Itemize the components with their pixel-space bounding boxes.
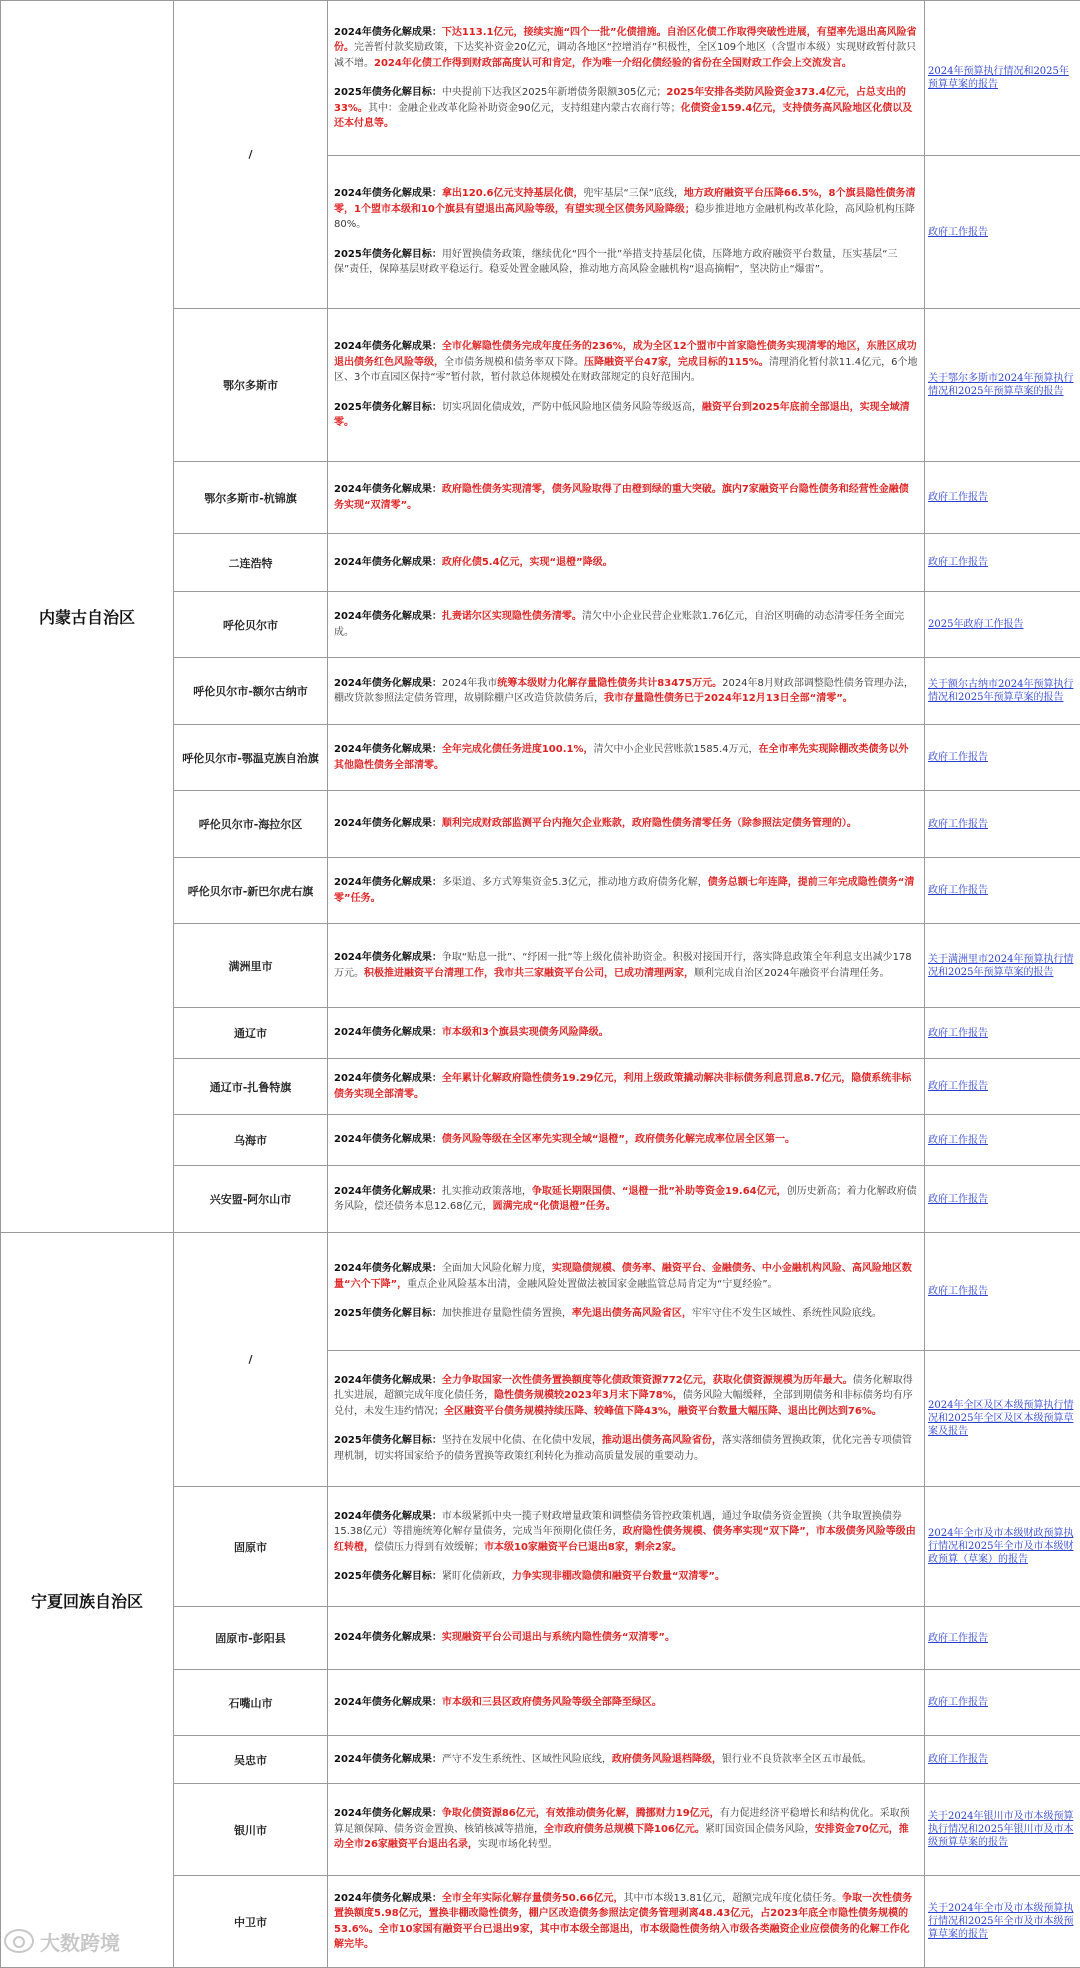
source-link[interactable]: 政府工作报告: [928, 1286, 988, 1297]
content-cell: [328, 1607, 925, 1670]
paragraph-label: 2024年债务化解成果：: [334, 557, 442, 568]
source-link[interactable]: 关于2024年全市及市本级预算执行情况和2025年全市及市本级预算草案的报告: [928, 1903, 1073, 1940]
city-cell: [174, 1876, 328, 1968]
highlight-text: 争取化债资源86亿元，有效推动债务化解，腾挪财力19亿元，: [442, 1808, 720, 1819]
content-paragraph: [334, 1752, 918, 1768]
city-cell: [174, 1487, 328, 1607]
highlight-text: 债务风险等级在全区率先实现全域“退橙”，政府债务化解完成率位居全区第一。: [442, 1134, 795, 1145]
content-paragraph: [334, 1695, 918, 1711]
highlight-text: 扎赉诺尔区实现隐性债务清零。: [442, 611, 582, 622]
body-text: 中央提前下达我区2025年新增债务限额305亿元；: [442, 87, 667, 98]
city-name: 中卫市: [234, 1916, 267, 1929]
province-name: 宁夏回族自治区: [31, 1592, 143, 1611]
content-paragraph: [334, 676, 918, 707]
highlight-text: 全年累计化解政府隐性债务19.29亿元，利用上级政策撬动解决非标债务利息罚息8.7亿元，隐债系统非标债务实现全部清零。: [334, 1073, 911, 1100]
source-link[interactable]: 政府工作报告: [928, 885, 988, 896]
city-cell: [174, 1670, 328, 1736]
paragraph-label: 2024年债务化解成果：: [334, 1893, 442, 1904]
paragraph-label: 2024年债务化解成果：: [334, 678, 442, 689]
paragraph-label: 2024年债务化解成果：: [334, 1375, 442, 1386]
city-name: /: [248, 1353, 252, 1366]
body-text: 重点企业风险基本出清，金融风险处置做法被国家金融监管总局肯定为“宁夏经验”。: [407, 1279, 777, 1290]
source-cell: [925, 1, 1080, 156]
source-link[interactable]: 政府工作报告: [928, 1754, 988, 1765]
city-name: 呼伦贝尔市-额尔古纳市: [193, 685, 308, 698]
body-text: 扎实推动政策落地，: [442, 1186, 532, 1197]
highlight-text: 地方政府融资平台压降66.5%，8个旗县隐性债务清零，1个盟市本级和10个旗县有望退出高风险等级，有望实现全区债务风险降级；: [334, 188, 916, 215]
content-paragraph: [334, 1569, 918, 1585]
source-link[interactable]: 政府工作报告: [928, 492, 988, 503]
highlight-text: 实现融资平台公司退出与系统内隐性债务“双清零”。: [442, 1632, 675, 1643]
city-name: 通辽市: [234, 1027, 267, 1040]
body-text: 清欠中小企业民营账款1585.4万元，: [594, 744, 759, 755]
city-name: 满洲里市: [229, 960, 273, 973]
content-cell: [328, 1, 925, 156]
content-paragraph: [334, 1891, 918, 1953]
highlight-text: 全区融资平台债务规模持续压降、较峰值下降43%，融资平台数量大幅压降、退出比例达到76%。: [444, 1406, 882, 1417]
highlight-text: 全市全年实际化解存量债务50.66亿元，: [442, 1893, 624, 1904]
body-text: 清欠中小企业民营企业账款1.76亿元，自治区明确的动态清零任务全面完成。: [334, 611, 904, 638]
content-paragraph: [334, 247, 918, 278]
city-name: 石嘴山市: [229, 1697, 273, 1710]
city-cell: [174, 1059, 328, 1115]
content-paragraph: [334, 186, 918, 233]
source-link[interactable]: 政府工作报告: [928, 1633, 988, 1644]
body-text: 紧盯化债新政，: [442, 1571, 512, 1582]
highlight-text: 化债资金159.4亿元，支持债务高风险地区化债以及还本付息等。: [334, 103, 912, 130]
source-link[interactable]: 政府工作报告: [928, 227, 988, 238]
brand-watermark: [0, 1918, 120, 1964]
highlight-text: 圆满完成“化债退橙”任务。: [493, 1201, 616, 1212]
content-cell: [328, 1008, 925, 1059]
source-link[interactable]: 政府工作报告: [928, 557, 988, 568]
province-cell: [1, 1, 174, 1233]
content-paragraph: [334, 482, 918, 513]
city-name: 鄂尔多斯市: [223, 379, 278, 392]
source-cell: [925, 462, 1080, 534]
source-cell: [925, 1166, 1080, 1233]
paragraph-label: 2024年债务化解成果：: [334, 484, 442, 495]
highlight-text: 压降融资平台47家，完成目标的115%。: [584, 357, 769, 368]
content-cell: [328, 1115, 925, 1166]
source-link[interactable]: 关于满洲里市2024年预算执行情况和2025年预算草案的报告: [928, 954, 1073, 978]
city-name: 鄂尔多斯市-杭锦旗: [204, 492, 297, 505]
city-cell: [174, 1784, 328, 1876]
source-link[interactable]: 2025年政府工作报告: [928, 619, 1023, 630]
content-paragraph: [334, 1025, 918, 1041]
highlight-text: 政府隐性债务实现清零，债务风险取得了由橙到绿的重大突破。旗内7家融资平台隐性债务和经营性金融债务实现“双清零”。: [334, 484, 909, 511]
source-cell: [925, 156, 1080, 309]
paragraph-label: 2024年债务化解成果：: [334, 1697, 442, 1708]
city-name: 呼伦贝尔市: [223, 619, 278, 632]
source-link[interactable]: 政府工作报告: [928, 752, 988, 763]
source-link[interactable]: 2024年全区及区本级预算执行情况和2025年全区及区本级预算草案及报告: [928, 1400, 1073, 1437]
paragraph-label: 2024年债务化解成果：: [334, 341, 442, 352]
highlight-text: 融资平台到2025年底前全部退出，实现全域清零。: [334, 402, 910, 429]
city-cell: [174, 791, 328, 858]
city-name: 吴忠市: [234, 1754, 267, 1767]
content-cell: [328, 156, 925, 309]
paragraph-label: 2024年债务化解成果：: [334, 1808, 442, 1819]
content-cell: [328, 1487, 925, 1607]
content-paragraph: [334, 1261, 918, 1292]
city-cell: [174, 1736, 328, 1784]
city-cell: [174, 1166, 328, 1233]
body-text: 市本级紧抓中央一揽子财政增量政策和调整债务管控政策机遇，通过争取债务资金置换（共争取置换债券15.38亿元）等措施统筹化解存量债务，完成当年预期化债任务，: [334, 1511, 902, 1538]
paragraph-label: 2024年债务化解成果：: [334, 1511, 442, 1522]
city-cell: [174, 592, 328, 658]
city-cell: [174, 858, 328, 924]
content-paragraph: [334, 1373, 918, 1420]
content-cell: [328, 858, 925, 924]
paragraph-label: 2024年债务化解成果：: [334, 1754, 442, 1765]
content-paragraph: [334, 609, 918, 640]
source-cell: [925, 725, 1080, 791]
paragraph-label: 2024年债务化解成果：: [334, 188, 442, 199]
highlight-text: 市本级和3个旗县实现债务风险降级。: [442, 1027, 609, 1038]
city-name: /: [248, 148, 252, 161]
paragraph-label: 2024年债务化解成果：: [334, 818, 442, 829]
body-text: 其中市本级13.81亿元，超额完成年度化债任务。: [623, 1893, 842, 1904]
content-paragraph: [334, 950, 918, 981]
content-cell: [328, 924, 925, 1008]
body-text: 紧盯国资国企债务风险，: [705, 1824, 815, 1835]
content-paragraph: [334, 1433, 918, 1464]
content-cell: [328, 1233, 925, 1351]
highlight-text: 在全市率先实现除棚改类债务以外其他隐性债务全部清零。: [334, 744, 909, 771]
source-link[interactable]: 关于2024年银川市及市本级预算执行情况和2025年银川市及市本级预算草案的报告: [928, 1811, 1073, 1848]
highlight-text: 安排资金70亿元，推动全市26家融资平台退出名录，: [334, 1824, 909, 1851]
content-paragraph: [334, 1132, 918, 1148]
highlight-text: 顺利完成财政部监测平台内拖欠企业账款，政府隐性债务清零任务（除参照法定债务管理的）。: [442, 818, 857, 829]
source-cell: [925, 1233, 1080, 1351]
content-paragraph: [334, 85, 918, 132]
source-cell: [925, 1607, 1080, 1670]
content-cell: [328, 791, 925, 858]
content-paragraph: [334, 400, 918, 431]
highlight-text: 市本级10家融资平台已退出8家，剩余2家。: [484, 1542, 682, 1553]
content-cell: [328, 592, 925, 658]
paragraph-label: 2025年债务化解目标：: [334, 1435, 442, 1446]
highlight-text: 市本级和三县区政府债务风险等级全部降至绿区。: [442, 1697, 662, 1708]
body-text: 牢牢守住不发生区域性、系统性风险底线。: [692, 1308, 882, 1319]
content-paragraph: [334, 1806, 918, 1853]
city-name: 银川市: [234, 1824, 267, 1837]
body-text: 加快推进存量隐性债务置换，: [442, 1308, 572, 1319]
city-name: 呼伦贝尔市-海拉尔区: [199, 818, 303, 831]
source-link[interactable]: 政府工作报告: [928, 819, 988, 830]
paragraph-label: 2024年债务化解成果：: [334, 1263, 442, 1274]
source-cell: [925, 1008, 1080, 1059]
content-paragraph: [334, 555, 918, 571]
body-text: 实现市场化转型。: [478, 1839, 558, 1850]
content-paragraph: [334, 742, 918, 773]
content-paragraph: [334, 339, 918, 386]
source-cell: [925, 309, 1080, 462]
content-cell: [328, 1876, 925, 1968]
body-text: 落实落细债务置换政策，优化完善专项债管理机制，切实将国家给予的债务置换等政策红利转化为推动高质量发展的重要动力。: [334, 1435, 912, 1462]
highlight-text: 率先退出债务高风险省区，: [572, 1308, 692, 1319]
highlight-text: 力争实现非棚改隐债和融资平台数量“双清零”。: [512, 1571, 725, 1582]
body-text: 2024年8月财政部调整隐性债务管理办法，棚改贷款参照法定债务管理，故剔除棚户区改造贷款债务后，: [334, 678, 914, 705]
source-link[interactable]: 政府工作报告: [928, 1135, 988, 1146]
highlight-text: 实现隐债规模、债务率、融资平台、金融债务、中小金融机构风险、高风险地区数量“六个下降”，: [334, 1263, 912, 1290]
content-paragraph: [334, 875, 918, 906]
body-text: 银行业不良贷款率全区五市最低。: [722, 1754, 872, 1765]
source-link[interactable]: 2024年预算执行情况和2025年预算草案的报告: [928, 66, 1069, 90]
city-name: 通辽市-扎鲁特旗: [210, 1081, 292, 1094]
body-text: 切实巩固化债成效，严防中低风险地区债务风险等级返高，: [442, 402, 702, 413]
body-text: 争取“贴息一批”、“纾困一批”等上级化债补助资金。积极对接国开行，落实降息政策全年利息支出减少178万元。: [334, 952, 912, 979]
source-link[interactable]: 2024年全市及市本级财政预算执行情况和2025年全市及市本级财政预算（草案）的报告: [928, 1528, 1073, 1565]
highlight-text: 统筹本级财力化解存量隐性债务共计83475万元。: [497, 678, 722, 689]
body-text: 顺利完成自治区2024年融资平台清理任务。: [694, 968, 889, 979]
city-name: 二连浩特: [229, 557, 273, 570]
body-text: 创历史新高；着力化解政府债务风险，偿还债务本息12.68亿元，: [334, 1186, 917, 1213]
city-name: 乌海市: [234, 1134, 267, 1147]
content-cell: [328, 1670, 925, 1736]
source-cell: [925, 1736, 1080, 1784]
highlight-text: 政府债务风险退档降级，: [612, 1754, 722, 1765]
body-text: 全市债务规模和债务率双下降。: [444, 357, 584, 368]
city-cell: [174, 1233, 328, 1487]
source-link[interactable]: 关于鄂尔多斯市2024年预算执行情况和2025年预算草案的报告: [928, 373, 1073, 397]
province-name: 内蒙古自治区: [39, 608, 135, 627]
source-cell: [925, 791, 1080, 858]
city-name: 呼伦贝尔市-新巴尔虎右旗: [188, 885, 314, 898]
source-cell: [925, 924, 1080, 1008]
highlight-text: 争取一次性债务置换额度5.98亿元，置换非棚改隐性债务，棚户区改造债务参照法定债务管理剥离48.43亿元，占2023年底全市隐性债务规模的53.6%。全市10家国有融资平台已退出9家，其中市本级全部退出，市本级隐性债务纳入市级各类融资企业应偿债务的化解工作化解完毕。: [334, 1893, 912, 1951]
body-text: 用好置换债务政策，继续优化“四个一批”举措支持基层化债，压降地方政府融资平台数量，压实基层“三保”责任，保障基层财政平稳运行。稳妥处置金融风险，推动地方高风险金融机构“退高摘帽”，坚决防止“爆雷”。: [334, 249, 897, 276]
source-cell: [925, 1876, 1080, 1968]
content-cell: [328, 658, 925, 725]
content-cell: [328, 534, 925, 592]
body-text: 偿债压力得到有效缓解；: [374, 1542, 484, 1553]
highlight-text: 隐性债务规模较2023年3月末下降78%，: [494, 1390, 683, 1401]
highlight-text: 争取延长期限国债、“退橙一批”补助等资金19.64亿元，: [532, 1186, 787, 1197]
paragraph-label: 2024年债务化解成果：: [334, 1632, 442, 1643]
content-paragraph: [334, 1630, 918, 1646]
body-text: 坚持在发展中化债、在化债中发展，: [442, 1435, 602, 1446]
body-text: 兜牢基层“三保”底线，: [583, 188, 683, 199]
source-cell: [925, 534, 1080, 592]
paragraph-label: 2024年债务化解成果：: [334, 744, 442, 755]
content-cell: [328, 1784, 925, 1876]
paragraph-label: 2025年债务化解目标：: [334, 1571, 442, 1582]
city-cell: [174, 462, 328, 534]
content-paragraph: [334, 816, 918, 832]
content-cell: [328, 725, 925, 791]
city-cell: [174, 1607, 328, 1670]
body-text: 2024年我市: [442, 678, 497, 689]
highlight-text: 拿出120.6亿元支持基层化债，: [442, 188, 584, 199]
city-cell: [174, 1008, 328, 1059]
body-text: 全面加大风险化解力度，: [442, 1263, 552, 1274]
highlight-text: 积极推进融资平台清理工作，我市共三家融资平台公司，已成功清理两家，: [364, 968, 694, 979]
city-cell: [174, 725, 328, 791]
highlight-text: 政府化债5.4亿元，实现“退橙”降级。: [442, 557, 613, 568]
body-text: 其中：金融企业改革化险补助资金90亿元，支持组建内蒙古农商行等；: [368, 103, 681, 114]
content-cell: [328, 1351, 925, 1487]
highlight-text: 2025年安排各类防风险资金373.4亿元，占总支出的33%。: [334, 87, 906, 114]
body-text: 完善暂付款奖励政策，下达奖补资金20亿元，调动各地区“控增消存”积极性，全区109个地区（含盟市本级）实现财政暂付款只减不增。: [334, 42, 916, 69]
brand-watermark-text: 大数跨境: [40, 1927, 120, 1956]
highlight-text: 推动退出债务高风险省份，: [602, 1435, 722, 1446]
highlight-text: 2024年化债工作得到财政部高度认可和肯定，作为唯一介绍化债经验的省份在全国财政工作会上交流发言。: [374, 58, 852, 69]
highlight-text: 债务总额七年连降，提前三年完成隐性债务“清零”任务。: [334, 877, 914, 904]
city-cell: [174, 309, 328, 462]
source-link[interactable]: 关于额尔古纳市2024年预算执行情况和2025年预算草案的报告: [928, 679, 1073, 703]
source-cell: [925, 1784, 1080, 1876]
body-text: 多渠道、多方式筹集资金5.3亿元，推动地方政府债务化解，: [442, 877, 708, 888]
paragraph-label: 2025年债务化解目标：: [334, 1308, 442, 1319]
city-name: 呼伦贝尔市-鄂温克族自治旗: [182, 752, 319, 765]
table-row: [1, 1, 1080, 156]
highlight-text: 全年完成化债任务进度100.1%，: [442, 744, 594, 755]
content-paragraph: [334, 1071, 918, 1102]
body-text: 债务化解取得扎实进展，超额完成年度化债任务，: [334, 1375, 913, 1402]
source-cell: [925, 1670, 1080, 1736]
city-cell: [174, 1115, 328, 1166]
content-cell: [328, 1059, 925, 1115]
source-link[interactable]: 政府工作报告: [928, 1697, 988, 1708]
content-cell: [328, 462, 925, 534]
paragraph-label: 2025年债务化解目标：: [334, 87, 442, 98]
table-row: [1, 1233, 1080, 1351]
body-text: 清理消化暂付款11.4亿元，6个地区、3个市直园区保持“零”暂付款，暂付款总体规模处在财政部规定的良好范围内。: [334, 357, 917, 384]
city-cell: [174, 534, 328, 592]
content-paragraph: [334, 1509, 918, 1556]
source-cell: [925, 1487, 1080, 1607]
paragraph-label: 2024年债务化解成果：: [334, 27, 442, 38]
source-cell: [925, 592, 1080, 658]
content-cell: [328, 1736, 925, 1784]
body-text: 债务风险大幅缓释，全部到期债务和非标债务均有序兑付，未发生违约情况；: [334, 1390, 913, 1417]
body-text: 有力促进经济平稳增长和结构优化。采取预算足额保障、债务资金置换、核销核减等措施，: [334, 1808, 910, 1835]
highlight-text: 我市存量隐性债务已于2024年12月13日全部“清零”。: [604, 693, 853, 704]
content-cell: [328, 309, 925, 462]
brand-logo-icon: [4, 1929, 34, 1953]
city-name: 固原市-彭阳县: [215, 1632, 286, 1645]
paragraph-label: 2025年债务化解目标：: [334, 402, 442, 413]
highlight-text: 政府隐性债务规模、债务率实现“双下降”，市本级债务风险等级由红转橙，: [334, 1526, 916, 1553]
city-cell: [174, 1, 328, 309]
highlight-text: 全力争取国家一次性债务置换额度等化债政策资源772亿元，获取化债资源规模为历年最大。: [442, 1375, 853, 1386]
paragraph-label: 2025年债务化解目标：: [334, 249, 442, 260]
paragraph-label: 2024年债务化解成果：: [334, 1073, 442, 1084]
source-cell: [925, 1059, 1080, 1115]
city-name: 兴安盟-阿尔山市: [210, 1193, 292, 1206]
content-paragraph: [334, 1184, 918, 1215]
content-paragraph: [334, 1306, 918, 1322]
paragraph-label: 2024年债务化解成果：: [334, 611, 442, 622]
city-cell: [174, 658, 328, 725]
source-link[interactable]: 政府工作报告: [928, 1028, 988, 1039]
paragraph-label: 2024年债务化解成果：: [334, 877, 442, 888]
content-paragraph: [334, 25, 918, 72]
highlight-text: 全市化解隐性债务完成年度任务的236%，成为全区12个盟市中首家隐性债务实现清零的地区，东胜区成功退出债务红色风险等级，: [334, 341, 917, 368]
paragraph-label: 2024年债务化解成果：: [334, 1134, 442, 1145]
source-cell: [925, 1351, 1080, 1487]
content-cell: [328, 1166, 925, 1233]
source-cell: [925, 658, 1080, 725]
source-cell: [925, 858, 1080, 924]
source-link[interactable]: 政府工作报告: [928, 1194, 988, 1205]
paragraph-label: 2024年债务化解成果：: [334, 1027, 442, 1038]
body-text: 稳步推进地方金融机构改革化险，高风险机构压降80%。: [334, 204, 915, 231]
highlight-text: 全市政府债务总规模下降106亿元。: [544, 1824, 705, 1835]
city-cell: [174, 924, 328, 1008]
highlight-text: 下达113.1亿元，接续实施“四个一批”化债措施。自治区化债工作取得突破性进展，有望率先退出高风险省份。: [334, 27, 917, 54]
province-cell: [1, 1233, 174, 1968]
source-link[interactable]: 政府工作报告: [928, 1081, 988, 1092]
source-cell: [925, 1115, 1080, 1166]
paragraph-label: 2024年债务化解成果：: [334, 952, 442, 963]
city-name: 固原市: [234, 1541, 267, 1554]
body-text: 严守不发生系统性、区域性风险底线，: [442, 1754, 612, 1765]
paragraph-label: 2024年债务化解成果：: [334, 1186, 442, 1197]
